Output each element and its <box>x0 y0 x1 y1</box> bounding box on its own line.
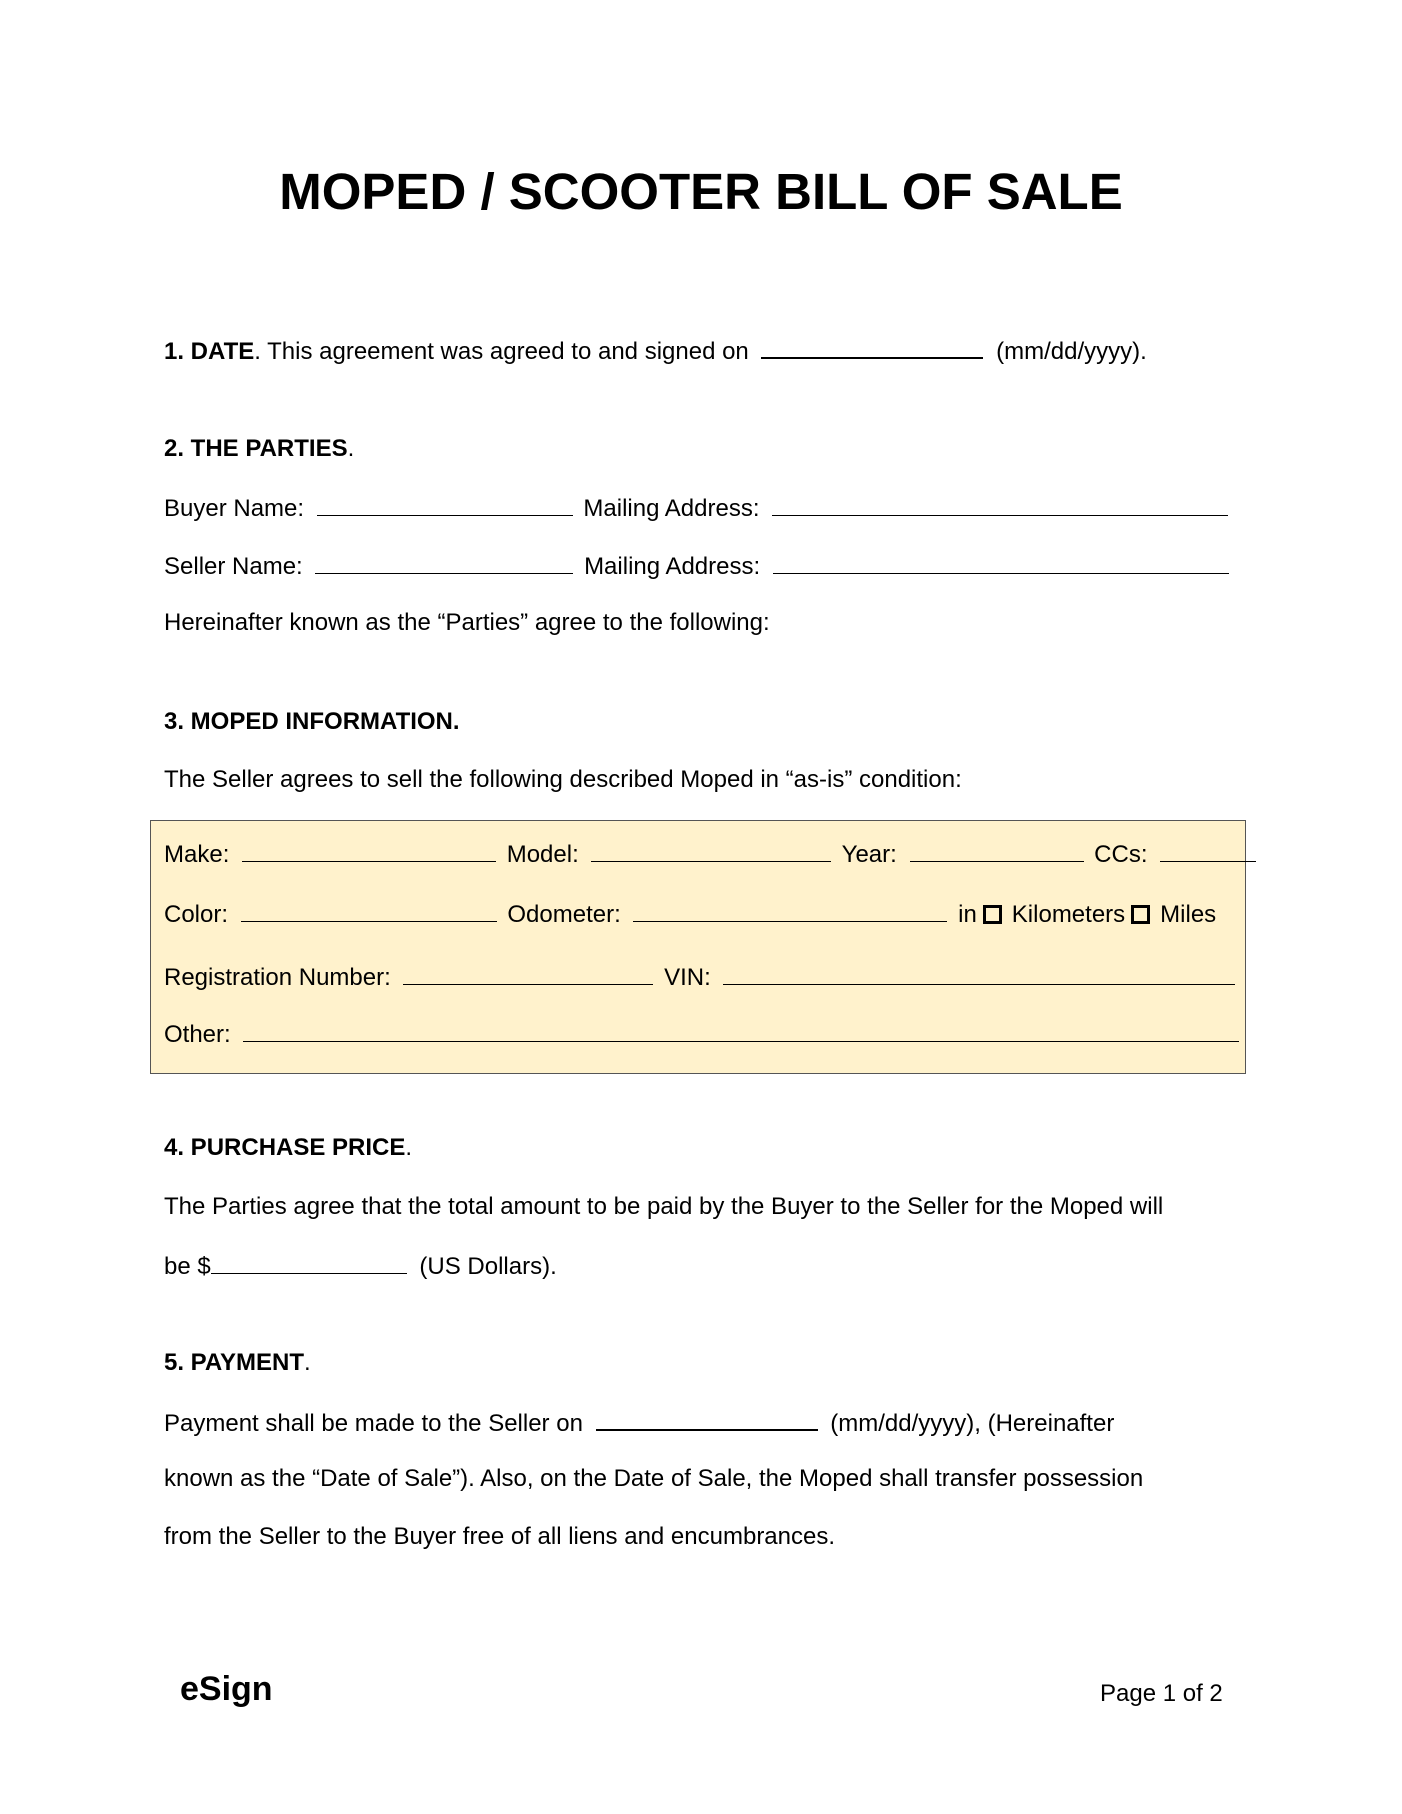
odometer-label: Odometer: <box>507 901 621 928</box>
vin-label: VIN: <box>664 964 711 991</box>
agreement-date-field[interactable] <box>761 335 983 359</box>
parties-hereinafter: Hereinafter known as the “Parties” agree to the following: <box>164 609 770 636</box>
moped-row-2 <box>164 899 1216 929</box>
model-label: Model: <box>506 841 579 868</box>
buyer-name-label: Buyer Name: <box>164 495 305 522</box>
moped-row-4 <box>164 1019 1245 1049</box>
payment-suffix: (mm/dd/yyyy), (Hereinafter <box>830 1410 1115 1437</box>
price-prefix: be $ <box>164 1253 211 1280</box>
make-field[interactable] <box>242 839 496 862</box>
registration-label: Registration Number: <box>164 964 391 991</box>
payment-line-3: from the Seller to the Buyer free of all liens and encumbrances. <box>164 1523 836 1550</box>
esign-logo: eSign <box>180 1670 273 1708</box>
color-label: Color: <box>164 901 229 928</box>
payment-prefix: Payment shall be made to the Seller on <box>164 1410 583 1437</box>
payment-date-field[interactable] <box>596 1407 818 1431</box>
seller-name-label: Seller Name: <box>164 553 303 580</box>
buyer-name-field[interactable] <box>317 493 573 516</box>
odometer-field[interactable] <box>633 899 947 922</box>
kilometers-checkbox[interactable] <box>983 905 1002 924</box>
kilometers-label: Kilometers <box>1011 901 1126 928</box>
vin-field[interactable] <box>723 962 1235 985</box>
seller-mailing-label: Mailing Address: <box>584 553 761 580</box>
ccs-field[interactable] <box>1160 839 1256 862</box>
payment-line-2: known as the “Date of Sale”). Also, on the Date of Sale, the Moped shall transfer possession <box>164 1465 1144 1492</box>
document-title: MOPED / SCOOTER BILL OF SALE <box>279 163 1123 220</box>
section-payment-heading: 5. PAYMENT. <box>164 1349 311 1376</box>
seller-name-field[interactable] <box>315 551 573 574</box>
miles-checkbox[interactable] <box>1131 905 1150 924</box>
buyer-mailing-field[interactable] <box>772 493 1228 516</box>
other-field[interactable] <box>243 1019 1239 1042</box>
ccs-label: CCs: <box>1094 841 1148 868</box>
section-price-heading: 4. PURCHASE PRICE. <box>164 1134 413 1161</box>
date-format-hint: (mm/dd/yyyy). <box>996 338 1147 365</box>
odometer-in-label: in <box>958 901 977 928</box>
payment-line-1 <box>164 1407 1114 1438</box>
moped-intro: The Seller agrees to sell the following described Moped in “as-is” condition: <box>164 766 962 793</box>
page-number: Page 1 of 2 <box>1100 1680 1223 1707</box>
other-label: Other: <box>164 1021 231 1048</box>
color-field[interactable] <box>241 899 497 922</box>
year-label: Year: <box>841 841 897 868</box>
registration-field[interactable] <box>403 962 653 985</box>
buyer-mailing-label: Mailing Address: <box>583 495 760 522</box>
moped-row-1 <box>164 839 1262 869</box>
model-field[interactable] <box>591 839 831 862</box>
moped-row-3 <box>164 962 1241 992</box>
seller-row <box>164 551 1235 581</box>
date-text: . This agreement was agreed to and signed on <box>254 338 749 365</box>
price-field[interactable] <box>211 1251 407 1274</box>
year-field[interactable] <box>910 839 1084 862</box>
price-suffix: (US Dollars). <box>419 1253 557 1280</box>
section-moped-heading: 3. MOPED INFORMATION. <box>164 708 460 735</box>
make-label: Make: <box>164 841 230 868</box>
miles-label: Miles <box>1160 901 1217 928</box>
price-line-2 <box>164 1251 557 1281</box>
section-date <box>164 335 1147 366</box>
section-parties-heading: 2. THE PARTIES. <box>164 435 355 462</box>
price-line-1: The Parties agree that the total amount to be paid by the Buyer to the Seller for the Moped will <box>164 1193 1164 1220</box>
seller-mailing-field[interactable] <box>773 551 1229 574</box>
buyer-row <box>164 493 1234 523</box>
section-date-heading: 1. DATE <box>164 338 255 365</box>
